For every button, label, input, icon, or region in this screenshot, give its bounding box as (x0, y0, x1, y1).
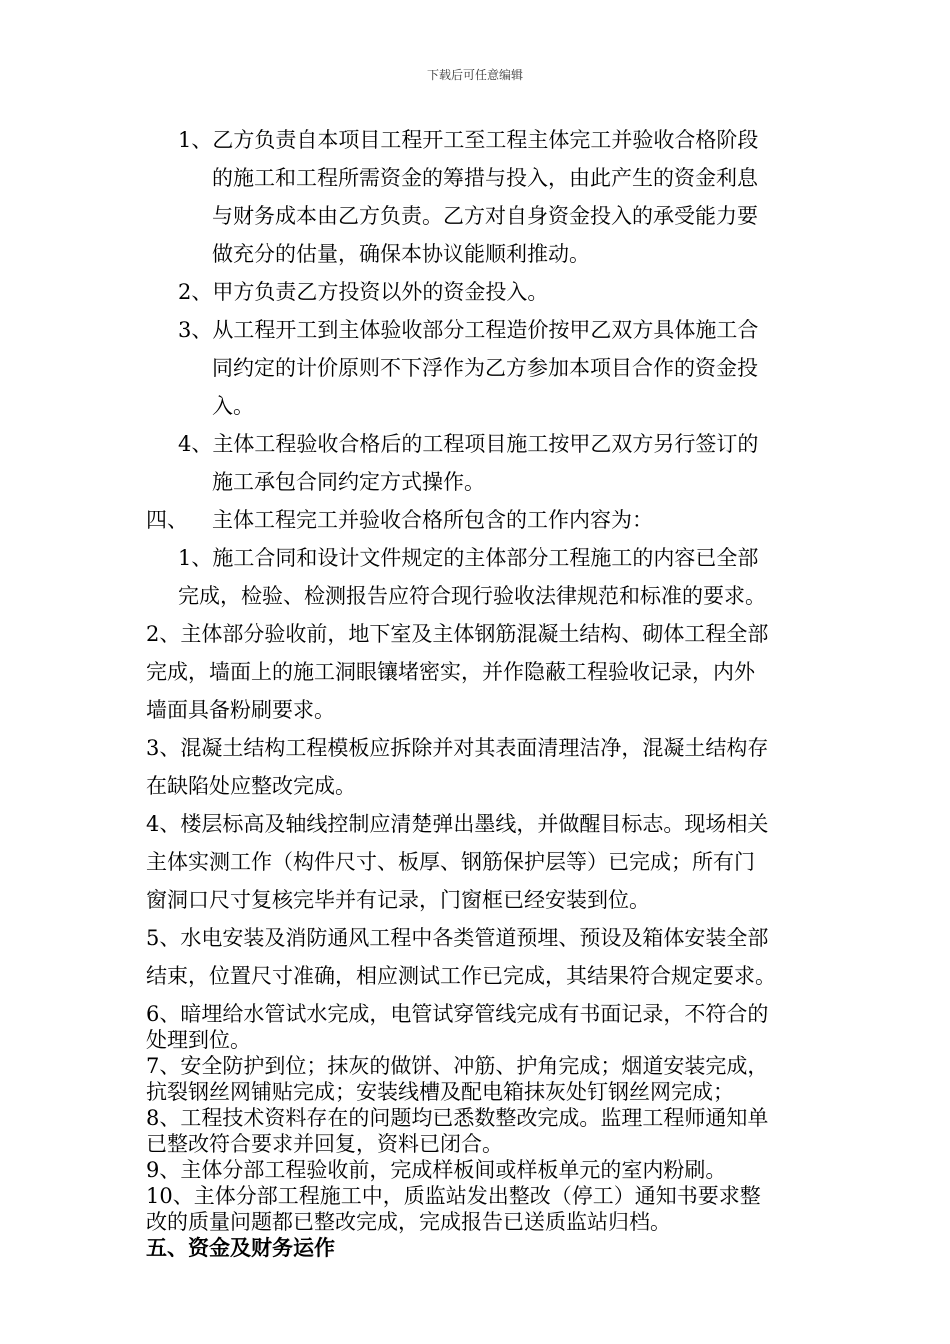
section-heading-bold: 五、资金及财务运作 (146, 1235, 335, 1260)
text-line: 窗洞口尺寸复核完毕并有记录，门窗框已经安装到位。 (146, 888, 650, 912)
text-line: 完成，墙面上的施工洞眼镶堵密实，并作隐蔽工程验收记录，内外 (146, 660, 755, 684)
section-number: 四、 (146, 508, 188, 532)
text-line: 3、混凝土结构工程模板应拆除并对其表面清理洁净，混凝土结构存 (146, 736, 769, 760)
text-line: 结束，位置尺寸准确，相应测试工作已完成，其结果符合规定要求。 (146, 964, 776, 988)
text-line: 已整改符合要求并回复，资料已闭合。 (146, 1132, 503, 1156)
text-line: 6、暗埋给水管试水完成，电管试穿管线完成有书面记录，不符合的 (146, 1002, 769, 1026)
text-line: 施工承包合同约定方式操作。 (212, 470, 485, 494)
text-line: 1、施工合同和设计文件规定的主体部分工程施工的内容已全部 (178, 546, 759, 570)
text-line: 5、水电安装及消防通风工程中各类管道预埋、预设及箱体安装全部 (146, 926, 769, 950)
text-line: 8、工程技术资料存在的问题均已悉数整改完成。监理工程师通知单 (146, 1106, 769, 1130)
text-line: 10、主体分部工程施工中，质监站发出整改（停工）通知书要求整 (146, 1184, 761, 1208)
text-line: 改的质量问题都已整改完成，完成报告已送质监站归档。 (146, 1210, 671, 1234)
text-line: 入。 (212, 394, 254, 418)
text-line: 抗裂钢丝网铺贴完成；安装线槽及配电箱抹灰处钉钢丝网完成； (146, 1080, 734, 1104)
page-header: 下载后可任意编辑 (426, 68, 523, 82)
text-line: 做充分的估量，确保本协议能顺利推动。 (212, 242, 590, 266)
text-line: 4、主体工程验收合格后的工程项目施工按甲乙双方另行签订的 (178, 432, 759, 456)
section-heading: 主体工程完工并验收合格所包含的工作内容为： (212, 508, 653, 532)
text-line: 同约定的计价原则不下浮作为乙方参加本项目合作的资金投 (212, 356, 758, 380)
text-line: 4、楼层标高及轴线控制应清楚弹出墨线，并做醒目标志。现场相关 (146, 812, 769, 836)
text-line: 2、甲方负责乙方投资以外的资金投入。 (178, 280, 549, 304)
text-line: 9、主体分部工程验收前，完成样板间或样板单元的室内粉刷。 (146, 1158, 727, 1182)
text-line: 处理到位。 (146, 1028, 251, 1052)
text-line: 2、主体部分验收前，地下室及主体钢筋混凝土结构、砌体工程全部 (146, 622, 769, 646)
text-line: 完成，检验、检测报告应符合现行验收法律规范和标准的要求。 (178, 584, 766, 608)
text-line: 在缺陷处应整改完成。 (146, 774, 356, 798)
text-line: 7、安全防护到位；抹灰的做饼、冲筋、护角完成；烟道安装完成， (146, 1054, 769, 1078)
text-line: 的施工和工程所需资金的筹措与投入，由此产生的资金利息 (212, 166, 758, 190)
text-line: 3、从工程开工到主体验收部分工程造价按甲乙双方具体施工合 (178, 318, 759, 342)
text-line: 主体实测工作（构件尺寸、板厚、钢筋保护层等）已完成；所有门 (146, 850, 755, 874)
text-line: 墙面具备粉刷要求。 (146, 698, 335, 722)
text-line: 与财务成本由乙方负责。乙方对自身资金投入的承受能力要 (212, 204, 758, 228)
text-line: 1、乙方负责自本项目工程开工至工程主体完工并验收合格阶段 (178, 128, 759, 152)
